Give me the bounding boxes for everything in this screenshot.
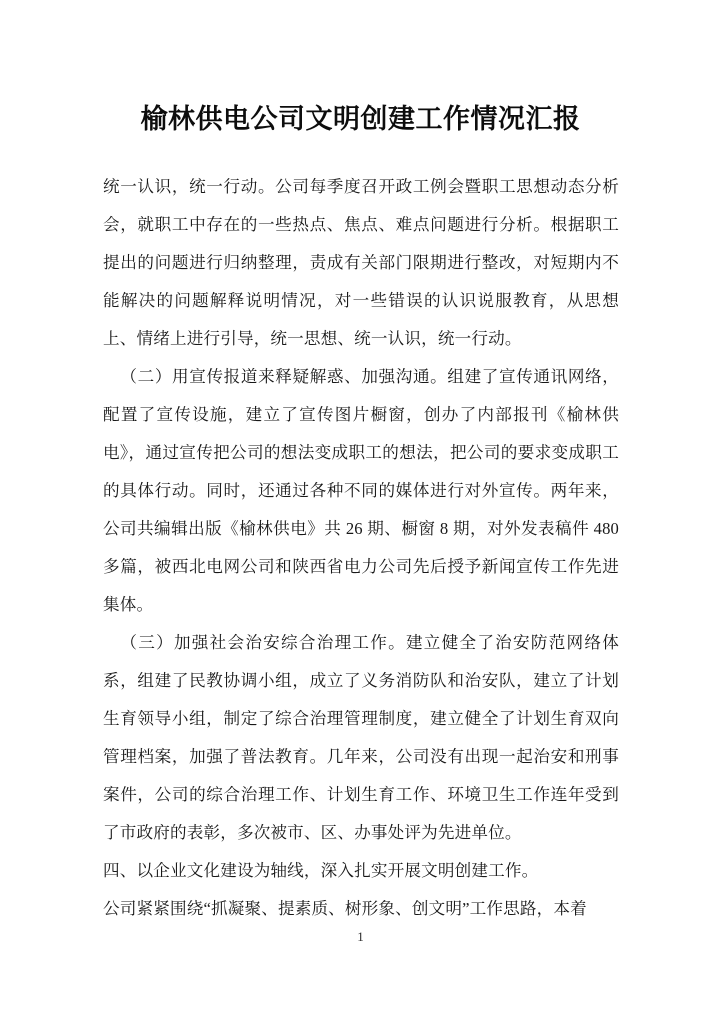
paragraph-3: （三）加强社会治安综合治理工作。建立健全了治安防范网络体系，组建了民教协调小组，成立了义务消防队和治安队，建立了计划生育领导小组，制定了综合治理管理制度，建立健全了计划生育双向管理档案，加强了普法教育。几年来，公司没有出现一起治安和刑事案件，公司的综合治理工作、计划生育工作、环境卫生工作连年受到了市政府的表彰，多次被市、区、办事处评为先进单位。 [103,633,619,842]
paragraph-5: 公司紧紧围绕“抓凝聚、提素质、树形象、创文明”工作思路，本着 [103,899,587,918]
paragraph-1: 统一认识，统一行动。公司每季度召开政工例会暨职工思想动态分析会，就职工中存在的一些热点、焦点、难点问题进行分析。根据职工提出的问题进行归纳整理，责成有关部门限期进行整改，对短期内不能解决的问题解释说明情况，对一些错误的认识说服教育，从思想上、情绪上进行引导，统一思想、统一认识，统一行动。 [103,177,619,348]
page-title: 榆林供电公司文明创建工作情况汇报 [140,104,581,135]
document-body [103,168,619,928]
page-number: 1 [357,929,364,944]
paragraph-2: （二）用宣传报道来释疑解惑、加强沟通。组建了宣传通讯网络，配置了宣传设施，建立了宣传图片橱窗，创办了内部报刊《榆林供电》，通过宣传把公司的想法变成职工的想法，把公司的要求变成职工的具体行动。同时，还通过各种不同的媒体进行对外宣传。两年来，公司共编辑出版《榆林供电》共 26 期、橱窗 8 期，对外发表稿件 480 多篇，被西北电网公司和陕西省电力公司先后授予新闻宣传工作先进集体。 [103,367,619,614]
paragraph-4-section-heading: 四、以企业文化建设为轴线，深入扎实开展文明创建工作。 [103,861,539,880]
